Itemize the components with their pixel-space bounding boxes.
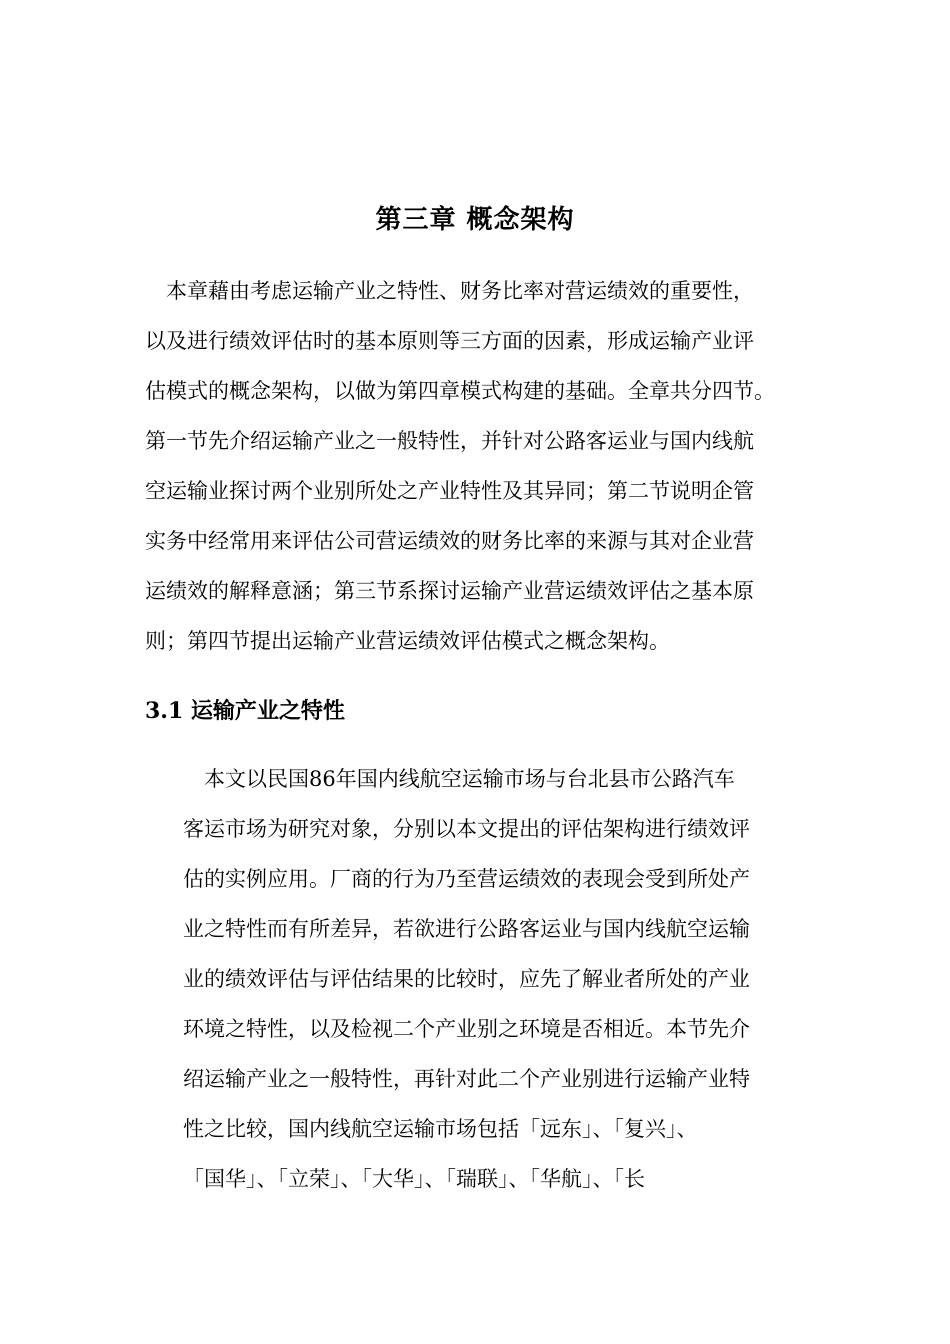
paragraph-line: 估的实例应用。厂商的行为乃至营运绩效的表现会受到所处产 xyxy=(183,867,750,891)
paragraph-line: 以及进行绩效评估时的基本原则等三方面的因素，形成运输产业评 xyxy=(145,329,754,353)
paragraph-line: 实务中经常用来评估公司营运绩效的财务比率的来源与其对企业营 xyxy=(145,529,754,553)
paragraph-line: 则；第四节提出运输产业营运绩效评估模式之概念架构。 xyxy=(145,629,670,653)
paragraph-line: 性之比较，国内线航空运输市场包括「远东」、「复兴」、 xyxy=(183,1117,698,1141)
paragraph-line: 运绩效的解释意涵；第三节系探讨运输产业营运绩效评估之基本原 xyxy=(145,579,754,603)
paragraph-line: 本文以民国86年国内线航空运输市场与台北县市公路汽车 xyxy=(183,767,735,791)
paragraph-line: 「国华」、「立荣」、「大华」、「瑞联」、「华航」、「长 xyxy=(183,1167,645,1191)
section-heading: 3.1 运输产业之特性 xyxy=(145,698,345,724)
chapter-title: 第三章 概念架构 xyxy=(375,205,575,235)
paragraph-line: 估模式的概念架构，以做为第四章模式构建的基础。全章共分四节。 xyxy=(145,379,775,403)
paragraph-line: 环境之特性，以及检视二个产业别之环境是否相近。本节先介 xyxy=(183,1017,750,1041)
paragraph-line: 绍运输产业之一般特性，再针对此二个产业别进行运输产业特 xyxy=(183,1067,750,1091)
paragraph-line: 第一节先介绍运输产业之一般特性，并针对公路客运业与国内线航 xyxy=(145,429,754,453)
paragraph-line: 空运输业探讨两个业别所处之产业特性及其异同；第二节说明企管 xyxy=(145,479,754,503)
paragraph-line: 本章藉由考虑运输产业之特性、财务比率对营运绩效的重要性， xyxy=(145,279,754,303)
paragraph-line: 业的绩效评估与评估结果的比较时，应先了解业者所处的产业 xyxy=(183,967,750,991)
paragraph-line: 业之特性而有所差异，若欲进行公路客运业与国内线航空运输 xyxy=(183,917,750,941)
paragraph-line: 客运市场为研究对象，分别以本文提出的评估架构进行绩效评 xyxy=(183,817,750,841)
